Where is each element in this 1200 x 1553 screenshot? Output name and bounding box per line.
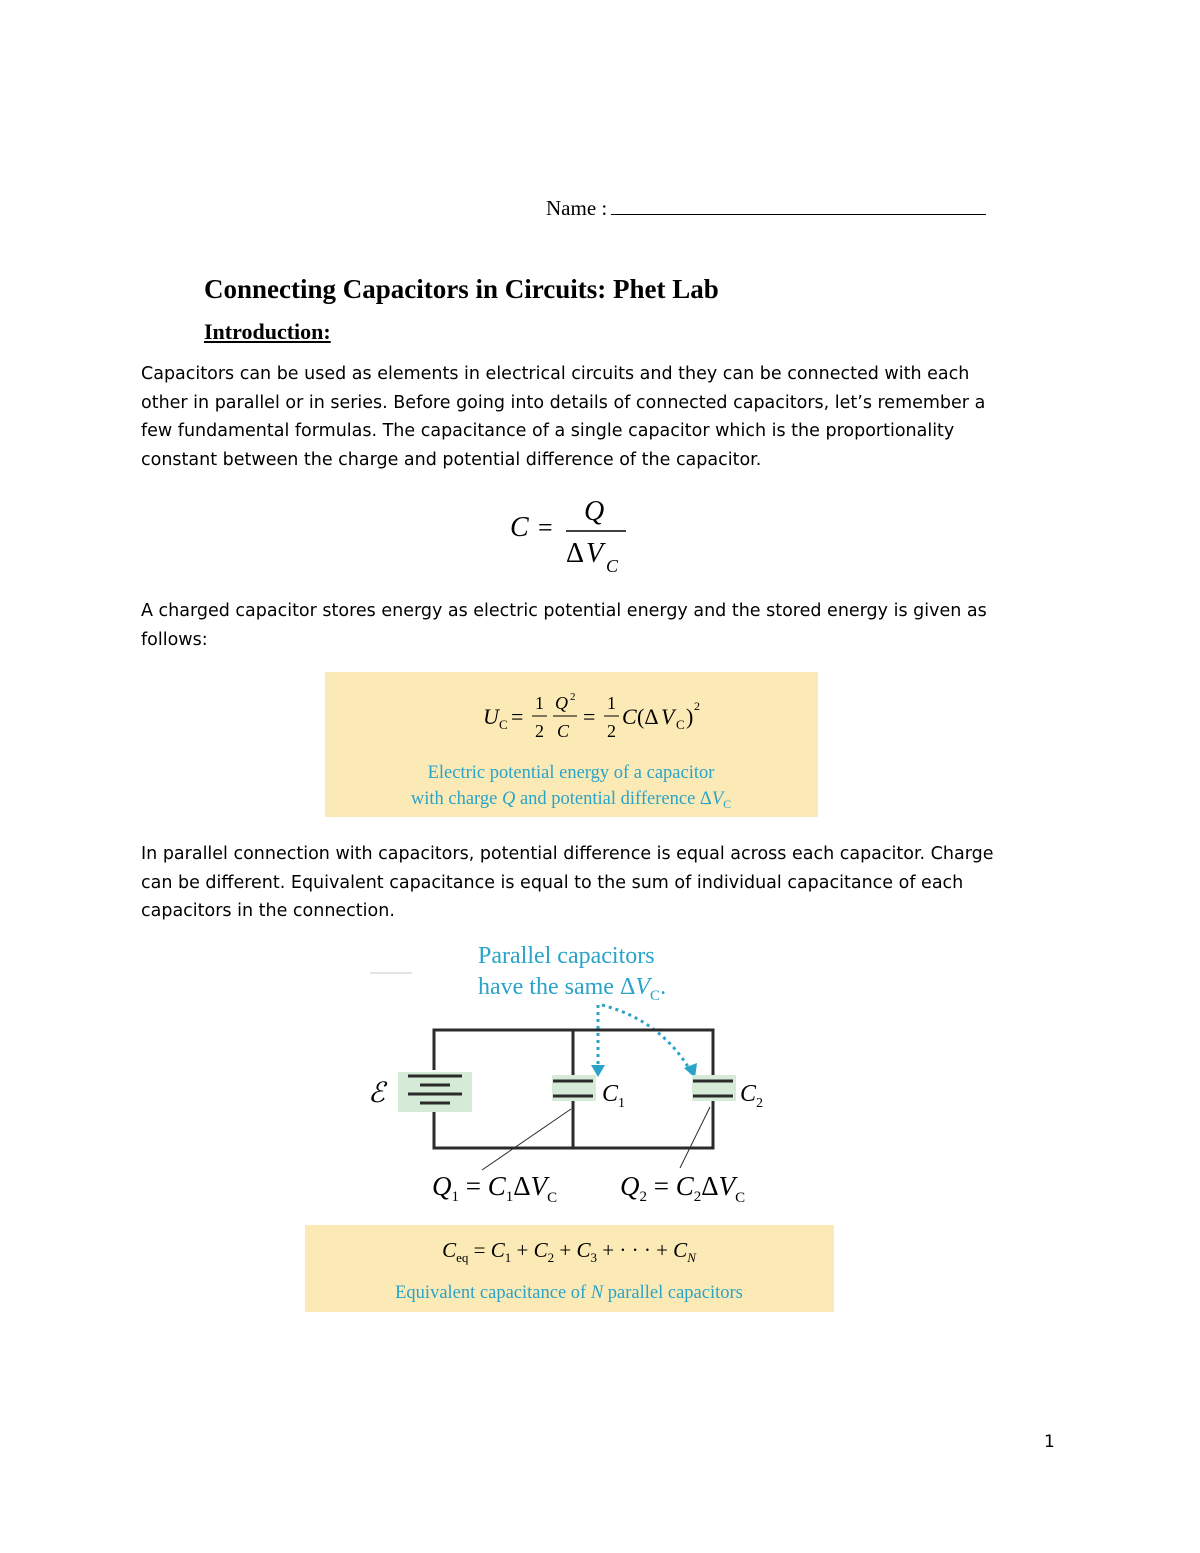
c2-label: $C_2$ xyxy=(740,1081,764,1111)
svg-text:2: 2 xyxy=(535,721,544,741)
svg-text:1: 1 xyxy=(535,693,544,713)
svg-text:Q: Q xyxy=(584,496,605,527)
svg-text:2: 2 xyxy=(694,699,700,713)
emf-label: ℰ xyxy=(368,1078,385,1109)
ceq-equation: $C_{eq} = C_1 + C_2 + C_3$ + · · · + $C_N$ xyxy=(442,1238,696,1265)
annotation-line1: Parallel capacitors xyxy=(478,943,655,969)
svg-text:U: U xyxy=(483,704,499,729)
svg-text:C: C xyxy=(622,704,637,729)
section-heading-introduction: Introduction: xyxy=(204,319,331,344)
svg-text:V: V xyxy=(586,538,604,569)
equivalent-capacitance-box xyxy=(305,1225,834,1312)
energy-formula-box xyxy=(325,672,818,817)
name-field xyxy=(546,196,986,221)
svg-text:C: C xyxy=(676,717,685,732)
svg-text:1: 1 xyxy=(607,693,616,713)
leader-line-q1 xyxy=(482,1109,571,1170)
energy-caption-line1: Electric potential energy of a capacitor xyxy=(427,763,715,783)
ceq-caption: Equivalent capacitance of N parallel capacitors xyxy=(395,1283,743,1303)
name-blank-line xyxy=(611,196,986,215)
ceq-formula xyxy=(305,1225,834,1312)
annotation-line2: have the same $\Delta V_C$. xyxy=(478,974,667,1004)
svg-text:): ) xyxy=(686,704,694,729)
q2-equation: $Q_2 = C_2\Delta V_C$ xyxy=(620,1171,746,1206)
svg-text:2: 2 xyxy=(607,721,616,741)
leader-line-q2 xyxy=(680,1107,710,1168)
page-number: 1 xyxy=(1044,1432,1055,1452)
energy-caption-line2: with charge Q and potential difference $\Delta V_C$ xyxy=(410,789,732,811)
capacitance-formula xyxy=(500,492,640,582)
svg-text:C: C xyxy=(499,717,508,732)
battery-highlight xyxy=(398,1072,472,1112)
paragraph-energy: A charged capacitor stores energy as electric potential energy and the stored energy is given as follows: xyxy=(141,601,987,650)
svg-text:V: V xyxy=(661,704,675,729)
svg-text:Δ: Δ xyxy=(566,538,585,569)
dotted-arrow-c2 xyxy=(602,1005,690,1070)
page-title: Connecting Capacitors in Circuits: Phet Lab xyxy=(204,274,719,304)
svg-text:=: = xyxy=(538,513,553,542)
svg-text:C: C xyxy=(510,512,529,543)
name-label: Name : xyxy=(546,196,608,220)
parallel-circuit-diagram xyxy=(350,935,800,1210)
q1-equation: $Q_1 = C_1\Delta V_C$ xyxy=(432,1171,558,1206)
svg-text:=: = xyxy=(511,704,524,729)
c1-label: $C_1$ xyxy=(602,1081,626,1111)
energy-formula xyxy=(325,672,818,817)
svg-text:(Δ: (Δ xyxy=(637,704,659,729)
paragraph-parallel: In parallel connection with capacitors, potential difference is equal across each capacitor. Charge can be different. Equivalent capacitance is equal to the sum of individual capacitance of each capacitors in the connection. xyxy=(141,844,994,921)
svg-text:C: C xyxy=(606,556,619,576)
svg-text:C: C xyxy=(557,721,570,741)
paragraph-intro: Capacitors can be used as elements in electrical circuits and they can be connected with each other in parallel or in series. Before going into details of connected capacitors, let’s remember a few fundamental formulas. The capacitance of a single capacitor which is the proportionality constant between the charge and potential difference of the capacitor. xyxy=(141,364,986,470)
svg-text:=: = xyxy=(583,704,596,729)
svg-text:2: 2 xyxy=(570,691,576,703)
svg-text:Q: Q xyxy=(555,693,568,713)
